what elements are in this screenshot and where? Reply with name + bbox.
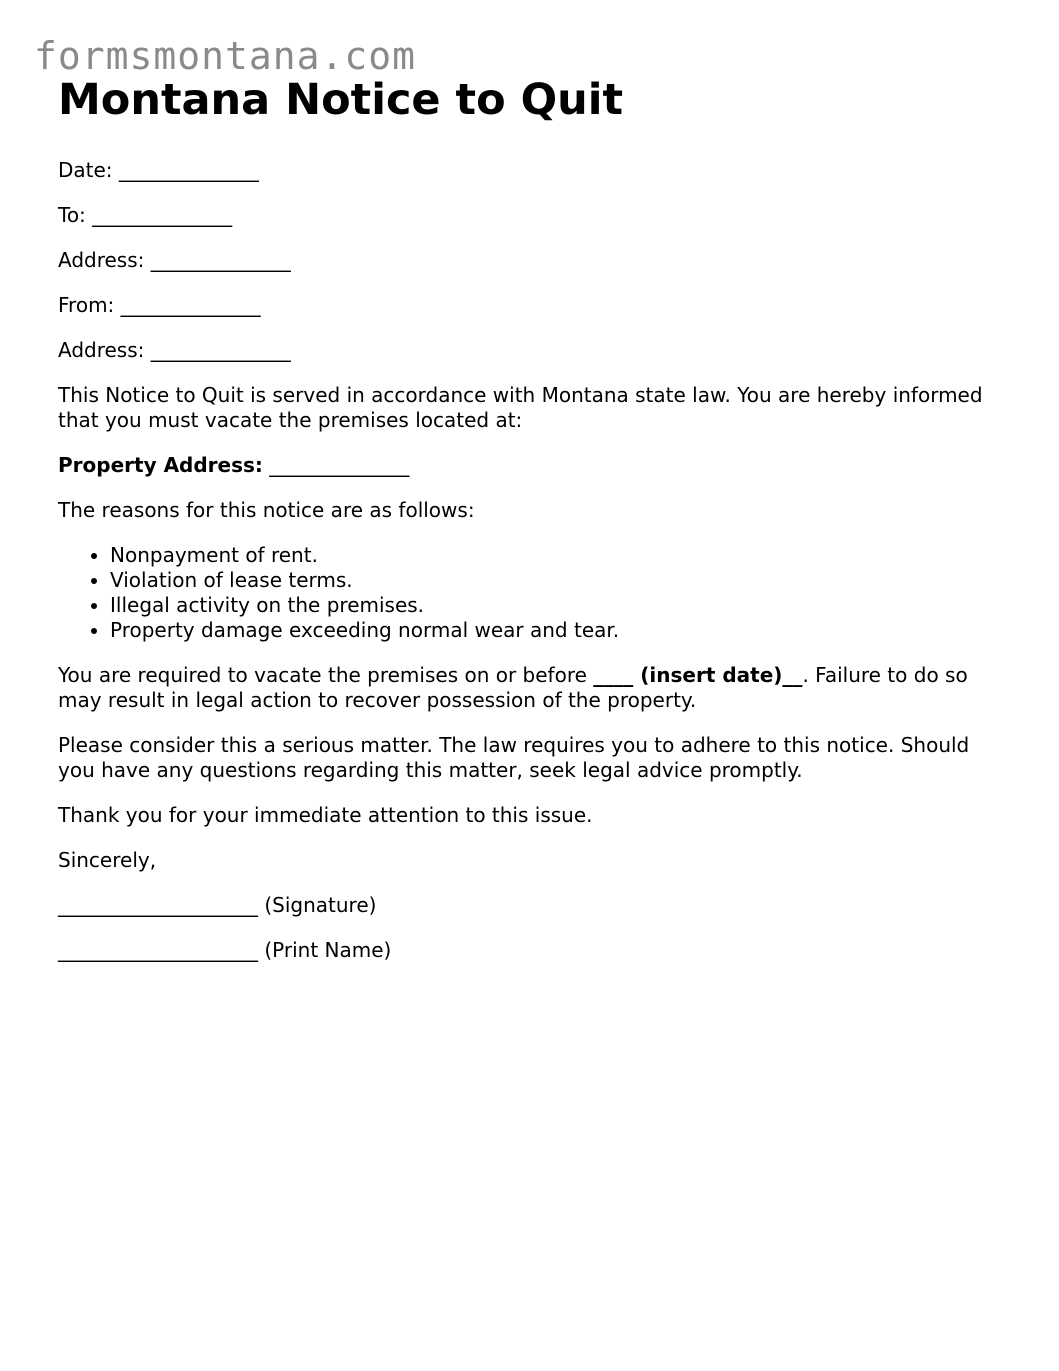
list-item: • Violation of lease terms. bbox=[110, 568, 1008, 593]
thanks-paragraph: Thank you for your immediate attention to this issue. bbox=[58, 803, 593, 827]
reasons-list bbox=[58, 543, 1008, 643]
watermark: formsmontana.com bbox=[34, 34, 417, 78]
closing: Sincerely, bbox=[58, 848, 157, 872]
vacate-text-before: You are required to vacate the premises on or before bbox=[58, 663, 594, 687]
to-address-field: Address: ______________ bbox=[58, 248, 291, 272]
property-address-label: Property Address: bbox=[58, 453, 263, 477]
property-address-blank: ______________ bbox=[262, 453, 410, 477]
date-field: Date: ______________ bbox=[58, 158, 259, 182]
serious-paragraph: Please consider this a serious matter. The law requires you to adhere to this notice. Should you have any questions regarding this matter, seek legal advice promptly. bbox=[58, 733, 970, 782]
vacate-paragraph bbox=[58, 663, 1008, 713]
intro-paragraph: This Notice to Quit is served in accordance with Montana state law. You are hereby informed that you must vacate the premises located at: bbox=[58, 383, 983, 432]
property-address-line bbox=[58, 453, 1008, 478]
list-item: • Property damage exceeding normal wear and tear. bbox=[110, 618, 1008, 643]
list-item: • Illegal activity on the premises. bbox=[110, 593, 1008, 618]
insert-date-placeholder: ____ (insert date)__ bbox=[593, 663, 803, 687]
vacate-text-after: . Failure to do so may result in legal action to recover possession of the property. bbox=[58, 663, 968, 712]
to-field: To: ______________ bbox=[58, 203, 233, 227]
list-item: • Nonpayment of rent. bbox=[110, 543, 1008, 568]
print-name-line: ____________________ (Print Name) bbox=[58, 938, 392, 962]
from-address-field: Address: ______________ bbox=[58, 338, 291, 362]
signature-line: ____________________ (Signature) bbox=[58, 893, 377, 917]
from-field: From: ______________ bbox=[58, 293, 261, 317]
document-title: Montana Notice to Quit bbox=[58, 75, 624, 125]
reasons-intro: The reasons for this notice are as follows: bbox=[58, 498, 475, 522]
document-body bbox=[58, 72, 1008, 983]
